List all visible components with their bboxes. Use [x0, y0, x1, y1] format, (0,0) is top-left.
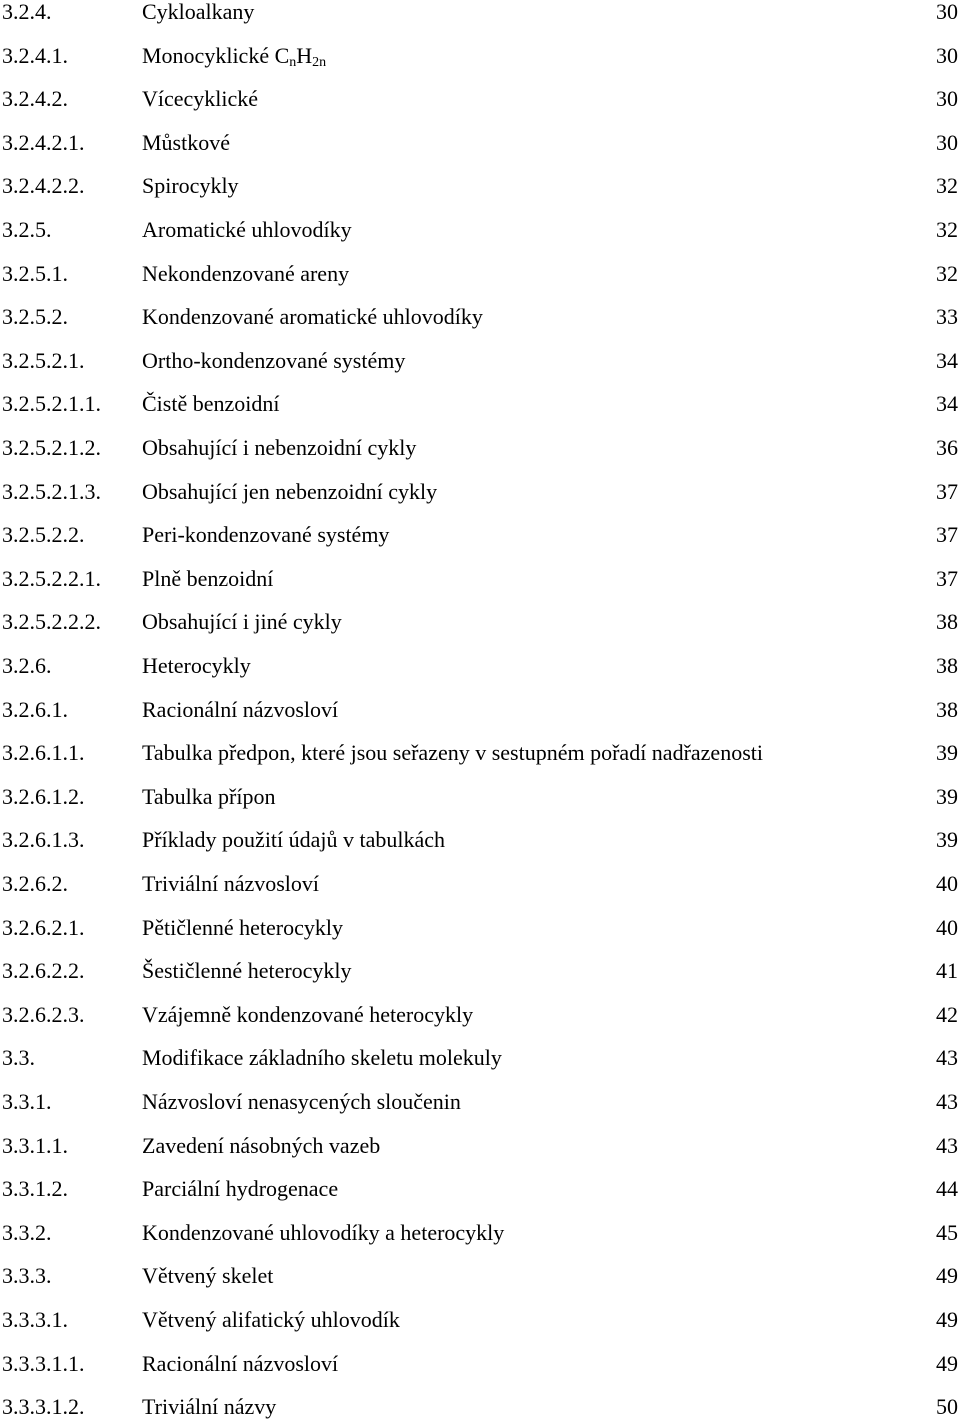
toc-entry[interactable] [0, 1043, 960, 1073]
toc-entry-title: Heterocykly [142, 653, 251, 678]
toc-entry-number: 3.2.4.2.2. [2, 173, 85, 199]
toc-entry-page: 50 [936, 1394, 958, 1420]
toc-entry-number: 3.3.1. [2, 1089, 52, 1114]
toc-entry-title [142, 41, 326, 71]
toc-entry[interactable] [0, 1087, 960, 1117]
toc-entry[interactable] [0, 1305, 960, 1335]
toc-entry-page: 43 [936, 1045, 958, 1071]
toc-entry-page: 37 [936, 522, 958, 548]
toc-entry-page: 34 [936, 391, 958, 417]
toc-entry-number: 3.2.6.1.2. [2, 783, 85, 809]
toc-entry[interactable] [0, 1000, 960, 1030]
toc-entry-page: 41 [936, 958, 958, 984]
toc-entry-number: 3.3.3.1.1. [2, 1350, 85, 1376]
toc-entry-title: Čistě benzoidní [142, 391, 280, 417]
toc-entry-title: Tabulka přípon [142, 783, 276, 809]
toc-entry-page: 43 [936, 1089, 958, 1114]
toc-entry-page: 32 [936, 260, 958, 286]
toc-entry-number: 3.2.5.2.2. [2, 522, 85, 548]
toc-entry-number: 3.2.5.2.1. [2, 347, 85, 373]
toc-entry-page: 30 [936, 42, 958, 68]
toc-entry[interactable] [0, 346, 960, 376]
toc-entry-title: Vzájemně kondenzované heterocykly [142, 1001, 474, 1027]
toc-entry-title: Větvený skelet [142, 1263, 274, 1289]
toc-entry-number: 3.2.5.2.2.1. [2, 565, 101, 591]
toc-entry[interactable] [0, 1392, 960, 1422]
formula-subscript: 2n [312, 54, 327, 70]
toc-entry[interactable] [0, 738, 960, 768]
toc-entry-page: 32 [936, 217, 958, 242]
toc-entry[interactable] [0, 215, 960, 245]
toc-entry-number: 3.2.4.1. [2, 42, 68, 68]
toc-entry-number: 3.3.3. [2, 1263, 52, 1289]
toc-entry-page: 42 [936, 1001, 958, 1027]
toc-entry-title: Zavedení násobných vazeb [142, 1132, 381, 1158]
toc-entry[interactable] [0, 1261, 960, 1291]
toc-entry-title: Kondenzované uhlovodíky a heterocykly [142, 1219, 505, 1245]
toc-entry-title: Parciální hydrogenace [142, 1176, 339, 1202]
toc-entry-number: 3.3.1.1. [2, 1132, 68, 1158]
toc-entry-page: 30 [936, 129, 958, 155]
toc-entry-title: Cykloalkany [142, 0, 255, 24]
toc-entry-title-text: Monocyklické C [142, 42, 290, 68]
toc-entry-title: Modifikace základního skeletu molekuly [142, 1045, 502, 1071]
toc-entry-page: 36 [936, 435, 958, 460]
toc-entry-number: 3.2.5.2. [2, 304, 68, 330]
toc-entry[interactable] [0, 389, 960, 419]
toc-entry[interactable] [0, 782, 960, 812]
toc-entry[interactable] [0, 695, 960, 725]
toc-entry[interactable] [0, 1131, 960, 1161]
toc-entry-title: Plně benzoidní [142, 565, 274, 591]
toc-entry-title: Racionální názvosloví [142, 696, 339, 722]
toc-entry-title: Triviální názvy [142, 1394, 277, 1420]
toc-entry-page: 37 [936, 478, 958, 504]
toc-entry-page: 38 [936, 609, 958, 635]
toc-entry[interactable] [0, 520, 960, 550]
toc-entry-title: Nekondenzované areny [142, 260, 350, 286]
toc-entry-page: 49 [936, 1307, 958, 1332]
toc-entry-number: 3.3.2. [2, 1219, 52, 1245]
toc-entry-page: 49 [936, 1350, 958, 1376]
toc-entry[interactable] [0, 564, 960, 594]
toc-entry-page: 33 [936, 304, 958, 330]
toc-entry-page: 39 [936, 827, 958, 853]
toc-entry-number: 3.2.6.2. [2, 871, 68, 896]
toc-entry-number: 3.2.4.2.1. [2, 129, 85, 155]
toc-entry-title: Vícecyklické [142, 86, 259, 112]
toc-entry-page: 43 [936, 1132, 958, 1158]
toc-entry[interactable] [0, 913, 960, 943]
toc-entry-title: Příklady použití údajů v tabulkách [142, 827, 446, 853]
toc-entry[interactable] [0, 825, 960, 855]
toc-entry-number: 3.2.6. [2, 653, 52, 678]
toc-entry-number: 3.2.5.2.2.2. [2, 609, 101, 635]
toc-entry-number: 3.2.5.2.1.1. [2, 391, 101, 417]
toc-entry[interactable] [0, 869, 960, 899]
toc-entry-number: 3.2.6.2.3. [2, 1001, 85, 1027]
toc-entry[interactable] [0, 302, 960, 332]
toc-entry-page: 39 [936, 740, 958, 766]
toc-entry-title: Obsahující i jiné cykly [142, 609, 342, 635]
toc-entry-number: 3.2.6.1. [2, 696, 68, 722]
toc-entry[interactable] [0, 84, 960, 114]
toc-entry[interactable] [0, 259, 960, 289]
toc-entry[interactable] [0, 1174, 960, 1204]
toc-entry[interactable] [0, 1349, 960, 1379]
toc-entry-page: 40 [936, 914, 958, 940]
toc-entry-title: Tabulka předpon, které jsou seřazeny v sestupném pořadí nadřazenosti [142, 740, 763, 766]
toc-entry-title: Kondenzované aromatické uhlovodíky [142, 304, 483, 330]
toc-entry-number: 3.2.6.1.1. [2, 740, 85, 766]
toc-entry[interactable] [0, 651, 960, 681]
toc-entry-number: 3.3. [2, 1045, 35, 1071]
toc-entry-title: Pětičlenné heterocykly [142, 914, 343, 940]
toc-entry-title: Racionální názvosloví [142, 1350, 339, 1376]
toc-entry-page: 30 [936, 0, 958, 24]
toc-entry-page: 37 [936, 565, 958, 591]
toc-entry-title: Triviální názvosloví [142, 871, 320, 896]
toc-entry-number: 3.2.5. [2, 217, 52, 242]
toc-entry-title: Peri-kondenzované systémy [142, 522, 390, 548]
toc-entry-title: Aromatické uhlovodíky [142, 217, 352, 242]
toc-entry-page: 49 [936, 1263, 958, 1289]
formula-subscript: n [289, 54, 297, 70]
toc-entry-number: 3.2.6.2.2. [2, 958, 85, 984]
toc-entry-number: 3.2.4. [2, 0, 52, 24]
toc-entry-number: 3.2.5.2.1.3. [2, 478, 101, 504]
toc-entry-page: 32 [936, 173, 958, 199]
toc-entry-number: 3.3.3.1.2. [2, 1394, 85, 1420]
toc-entry-page: 30 [936, 86, 958, 112]
toc-entry-title: Větvený alifatický uhlovodík [142, 1307, 400, 1332]
toc-entry[interactable] [0, 956, 960, 986]
toc-entry-title: Obsahující jen nebenzoidní cykly [142, 478, 438, 504]
toc-entry-title: Obsahující i nebenzoidní cykly [142, 435, 417, 460]
toc-entry[interactable] [0, 128, 960, 158]
toc-entry-page: 40 [936, 871, 958, 896]
toc-entry-page: 45 [936, 1219, 958, 1245]
formula-element: H [296, 42, 313, 68]
toc-entry-page: 39 [936, 783, 958, 809]
toc-entry-number: 3.2.6.1.3. [2, 827, 85, 853]
toc-entry[interactable] [0, 607, 960, 637]
toc-entry-number: 3.2.4.2. [2, 86, 68, 112]
toc-entry[interactable] [0, 477, 960, 507]
toc-entry[interactable] [0, 41, 960, 71]
toc-entry[interactable] [0, 0, 960, 27]
toc-entry-title: Můstkové [142, 129, 230, 155]
toc-entry-title: Spirocykly [142, 173, 239, 199]
toc-entry-page: 44 [936, 1176, 958, 1202]
toc-entry-number: 3.2.5.2.1.2. [2, 435, 101, 460]
toc-entry-title: Názvosloví nenasycených sloučenin [142, 1089, 461, 1114]
toc-entry-page: 38 [936, 696, 958, 722]
toc-entry[interactable] [0, 1218, 960, 1248]
toc-entry-page: 38 [936, 653, 958, 678]
toc-entry-number: 3.3.3.1. [2, 1307, 68, 1332]
toc-entry-page: 34 [936, 347, 958, 373]
toc-entry-number: 3.2.5.1. [2, 260, 68, 286]
toc-entry-title: Šestičlenné heterocykly [142, 958, 352, 984]
toc-entry-number: 3.3.1.2. [2, 1176, 68, 1202]
toc-entry[interactable] [0, 433, 960, 463]
toc-entry-title: Ortho-kondenzované systémy [142, 347, 406, 373]
toc-entry-number: 3.2.6.2.1. [2, 914, 85, 940]
toc-entry[interactable] [0, 171, 960, 201]
